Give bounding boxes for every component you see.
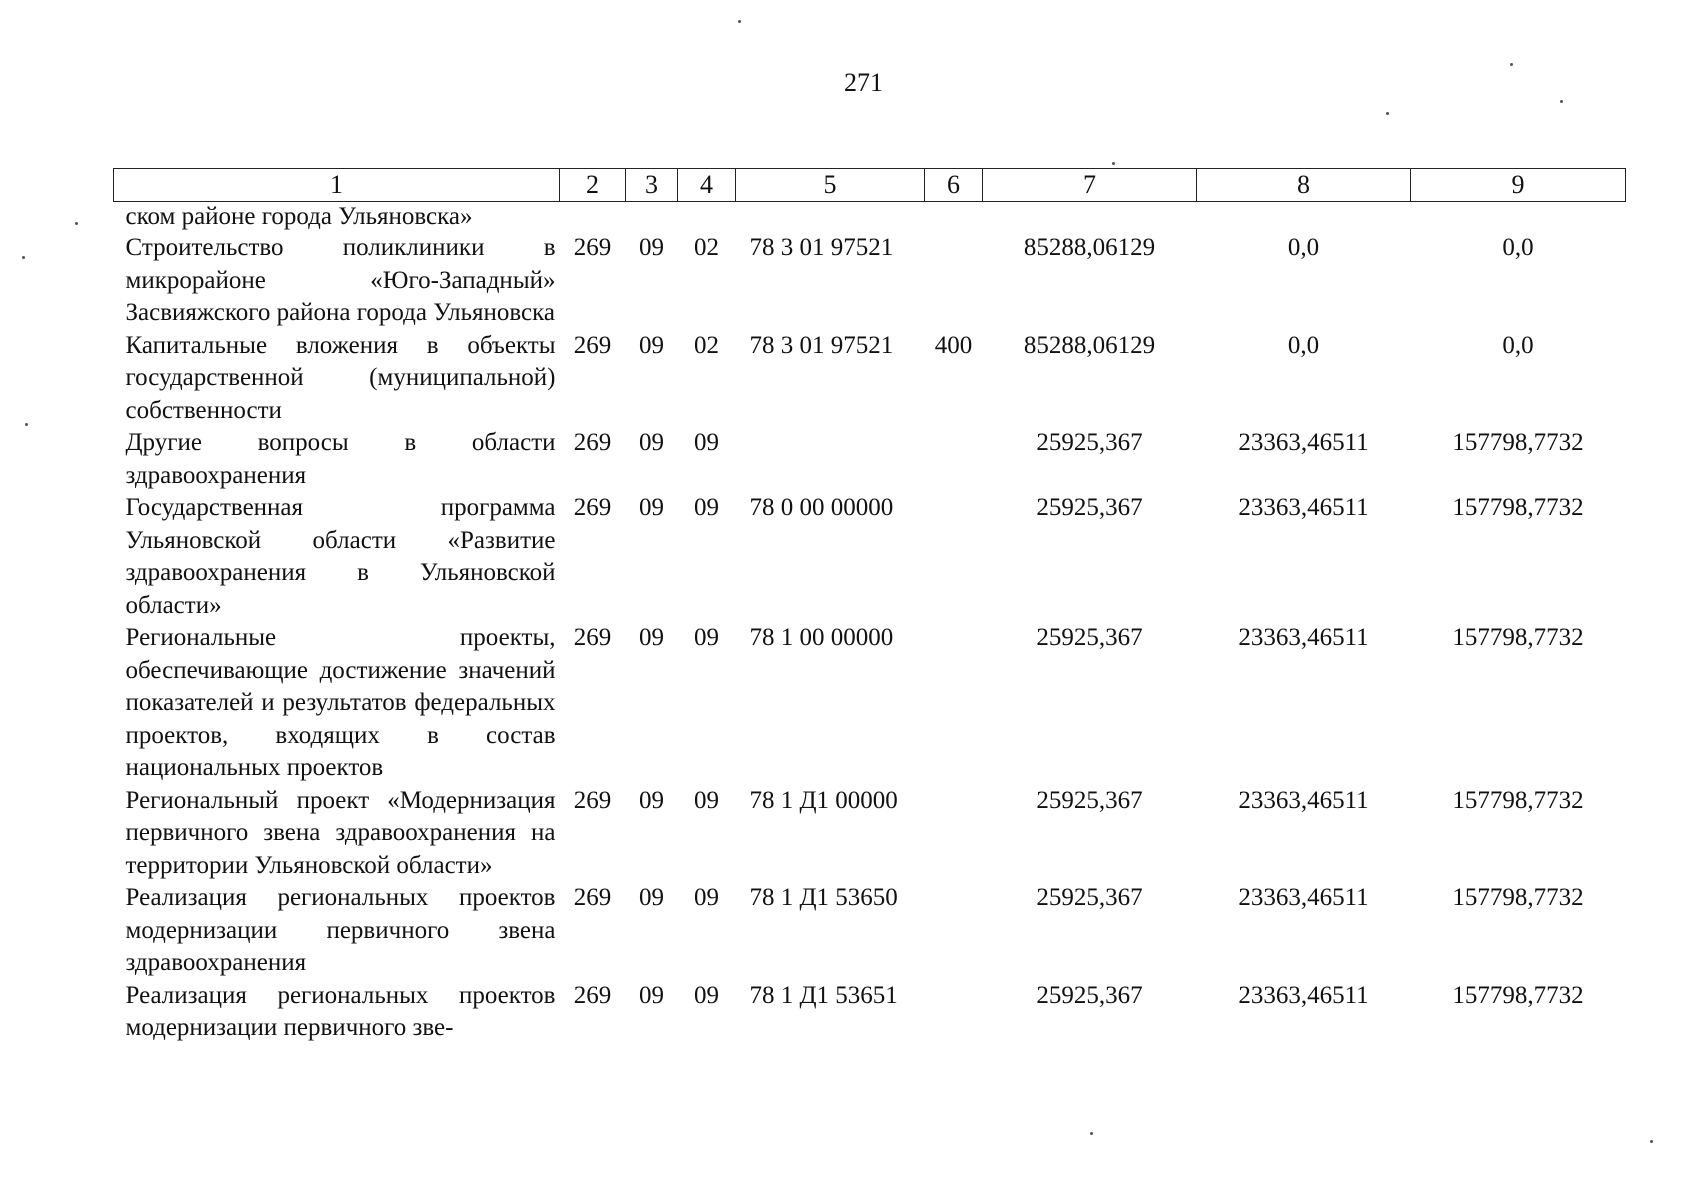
table-row xyxy=(114,980,1626,1045)
column-header: 6 xyxy=(925,169,983,202)
cell-amount-9: 0,0 xyxy=(1502,234,1534,261)
scan-speck xyxy=(1112,162,1115,165)
column-header: 2 xyxy=(560,169,626,202)
cell-code-4: 09 xyxy=(694,494,719,521)
cell-code-2 xyxy=(560,202,626,233)
cell-expense-type: 400 xyxy=(934,331,973,359)
cell-code-4: 09 xyxy=(694,429,719,456)
scan-speck xyxy=(25,423,28,426)
table-row xyxy=(114,785,1626,883)
cell-amount-9 xyxy=(1411,202,1626,233)
scan-speck xyxy=(1386,112,1389,115)
cell-amount-9: 157798,7732 xyxy=(1452,786,1584,814)
cell-expense-type xyxy=(925,492,983,622)
cell-code-3: 09 xyxy=(639,981,664,1009)
cell-target-code: 78 1 Д1 53651 xyxy=(749,981,898,1009)
cell-expense-type xyxy=(925,980,983,1045)
cell-target-code: 78 3 01 97521 xyxy=(749,234,894,261)
cell-code-4: 09 xyxy=(694,624,719,651)
column-header: 1 xyxy=(114,169,560,202)
column-header: 7 xyxy=(983,169,1197,202)
cell-expense-type xyxy=(925,202,983,233)
column-header: 8 xyxy=(1197,169,1411,202)
cell-target-code xyxy=(736,202,925,233)
cell-code-4: 02 xyxy=(694,331,719,359)
cell-code-2: 269 xyxy=(573,624,612,651)
cell-amount-7 xyxy=(983,202,1197,233)
cell-code-2: 269 xyxy=(573,429,612,456)
table-row xyxy=(114,232,1626,330)
row-name: Другие вопросы в области здравоохранения xyxy=(125,429,556,489)
cell-code-2: 269 xyxy=(573,331,612,359)
cell-code-2: 269 xyxy=(573,786,612,814)
row-name: Реализация региональных проектов модернизации первичного звена здравоохранения xyxy=(125,884,556,976)
cell-amount-9: 157798,7732 xyxy=(1452,429,1584,456)
cell-amount-8: 0,0 xyxy=(1287,234,1320,261)
table-body xyxy=(114,202,1626,1045)
table-row xyxy=(114,330,1626,428)
scan-speck xyxy=(1090,1132,1093,1135)
cell-code-4 xyxy=(678,202,736,233)
budget-table-sheet xyxy=(113,168,1626,1045)
cell-code-4: 02 xyxy=(694,234,719,261)
cell-code-2: 269 xyxy=(573,234,612,261)
cell-code-2: 269 xyxy=(573,494,612,521)
page-number: 271 xyxy=(844,68,883,97)
cell-code-3: 09 xyxy=(639,429,664,456)
cell-amount-9: 157798,7732 xyxy=(1452,494,1584,521)
cell-code-3: 09 xyxy=(639,624,664,651)
header-row xyxy=(114,169,1626,202)
cell-code-3: 09 xyxy=(639,331,664,359)
cell-code-4: 09 xyxy=(694,786,719,814)
cell-target-code: 78 1 Д1 00000 xyxy=(749,786,898,814)
cell-code-3: 09 xyxy=(639,234,664,261)
cell-expense-type xyxy=(925,882,983,980)
cell-target-code: 78 3 01 97521 xyxy=(749,331,894,359)
cell-amount-9: 157798,7732 xyxy=(1452,884,1584,911)
cell-amount-7: 25925,367 xyxy=(1036,884,1143,911)
scan-speck xyxy=(1560,100,1563,103)
cell-amount-7: 25925,367 xyxy=(1036,624,1143,651)
table-row xyxy=(114,622,1626,785)
row-name: Региональные проекты, обеспечивающие достижение значений показателей и результатов федеральных проектов, входящих в состав национальных проектов xyxy=(125,624,556,781)
cell-code-3 xyxy=(626,202,678,233)
row-name: Капитальные вложения в объекты государственной (муниципальной) собственности xyxy=(125,331,556,424)
cell-amount-8: 23363,46511 xyxy=(1238,884,1369,911)
budget-table xyxy=(113,168,1626,1045)
row-name: Строительство поликлиники в микрорайоне «Юго-Западный» Засвияжского района города Ульяновска xyxy=(125,234,556,326)
cell-amount-8: 23363,46511 xyxy=(1238,624,1369,651)
table-row xyxy=(114,882,1626,980)
row-name: Региональный проект «Модернизация первичного звена здравоохранения на территории Ульяновской области» xyxy=(125,786,556,879)
table-row xyxy=(114,202,1626,233)
cell-amount-8: 0,0 xyxy=(1287,331,1320,359)
scan-speck xyxy=(1650,1140,1653,1143)
cell-target-code: 78 1 Д1 53650 xyxy=(749,884,898,911)
cell-amount-8 xyxy=(1197,202,1411,233)
column-header: 9 xyxy=(1411,169,1626,202)
cell-amount-7: 25925,367 xyxy=(1036,429,1143,456)
scan-speck xyxy=(738,20,741,23)
cell-amount-7: 25925,367 xyxy=(1036,786,1143,814)
cell-code-3: 09 xyxy=(639,884,664,911)
cell-expense-type xyxy=(925,622,983,785)
cell-code-2: 269 xyxy=(573,884,612,911)
cell-code-3: 09 xyxy=(639,494,664,521)
scan-speck xyxy=(22,256,25,259)
cell-amount-8: 23363,46511 xyxy=(1238,494,1369,521)
scan-speck xyxy=(75,222,78,225)
cell-target-code: 78 1 00 00000 xyxy=(749,624,894,651)
cell-amount-7: 25925,367 xyxy=(1036,981,1143,1009)
cell-amount-8: 23363,46511 xyxy=(1238,981,1369,1009)
cell-amount-7: 85288,06129 xyxy=(1023,331,1156,359)
column-header: 5 xyxy=(736,169,925,202)
cell-code-2: 269 xyxy=(573,981,612,1009)
cell-amount-7: 25925,367 xyxy=(1036,494,1143,521)
cell-target-code xyxy=(736,427,925,492)
table-row xyxy=(114,427,1626,492)
column-header: 3 xyxy=(626,169,678,202)
cell-code-4: 09 xyxy=(694,884,719,911)
cell-amount-8: 23363,46511 xyxy=(1238,429,1369,456)
cell-expense-type xyxy=(925,785,983,883)
row-name: Реализация региональных проектов модернизации первичного зве- xyxy=(125,981,556,1041)
column-header: 4 xyxy=(678,169,736,202)
cell-amount-7: 85288,06129 xyxy=(1023,234,1156,261)
cell-code-3: 09 xyxy=(639,786,664,814)
cell-target-code: 78 0 00 00000 xyxy=(749,494,894,521)
row-name: ском районе города Ульяновска» xyxy=(125,203,473,230)
cell-amount-9: 157798,7732 xyxy=(1452,981,1584,1009)
table-row xyxy=(114,492,1626,622)
cell-code-4: 09 xyxy=(694,981,719,1009)
scan-speck xyxy=(1510,63,1513,66)
row-name: Государственная программа Ульяновской области «Развитие здравоохранения в Ульяновской области» xyxy=(125,494,556,619)
cell-amount-8: 23363,46511 xyxy=(1238,786,1369,814)
cell-expense-type xyxy=(925,232,983,330)
cell-amount-9: 157798,7732 xyxy=(1452,624,1584,651)
cell-expense-type xyxy=(925,427,983,492)
cell-amount-9: 0,0 xyxy=(1502,331,1534,359)
